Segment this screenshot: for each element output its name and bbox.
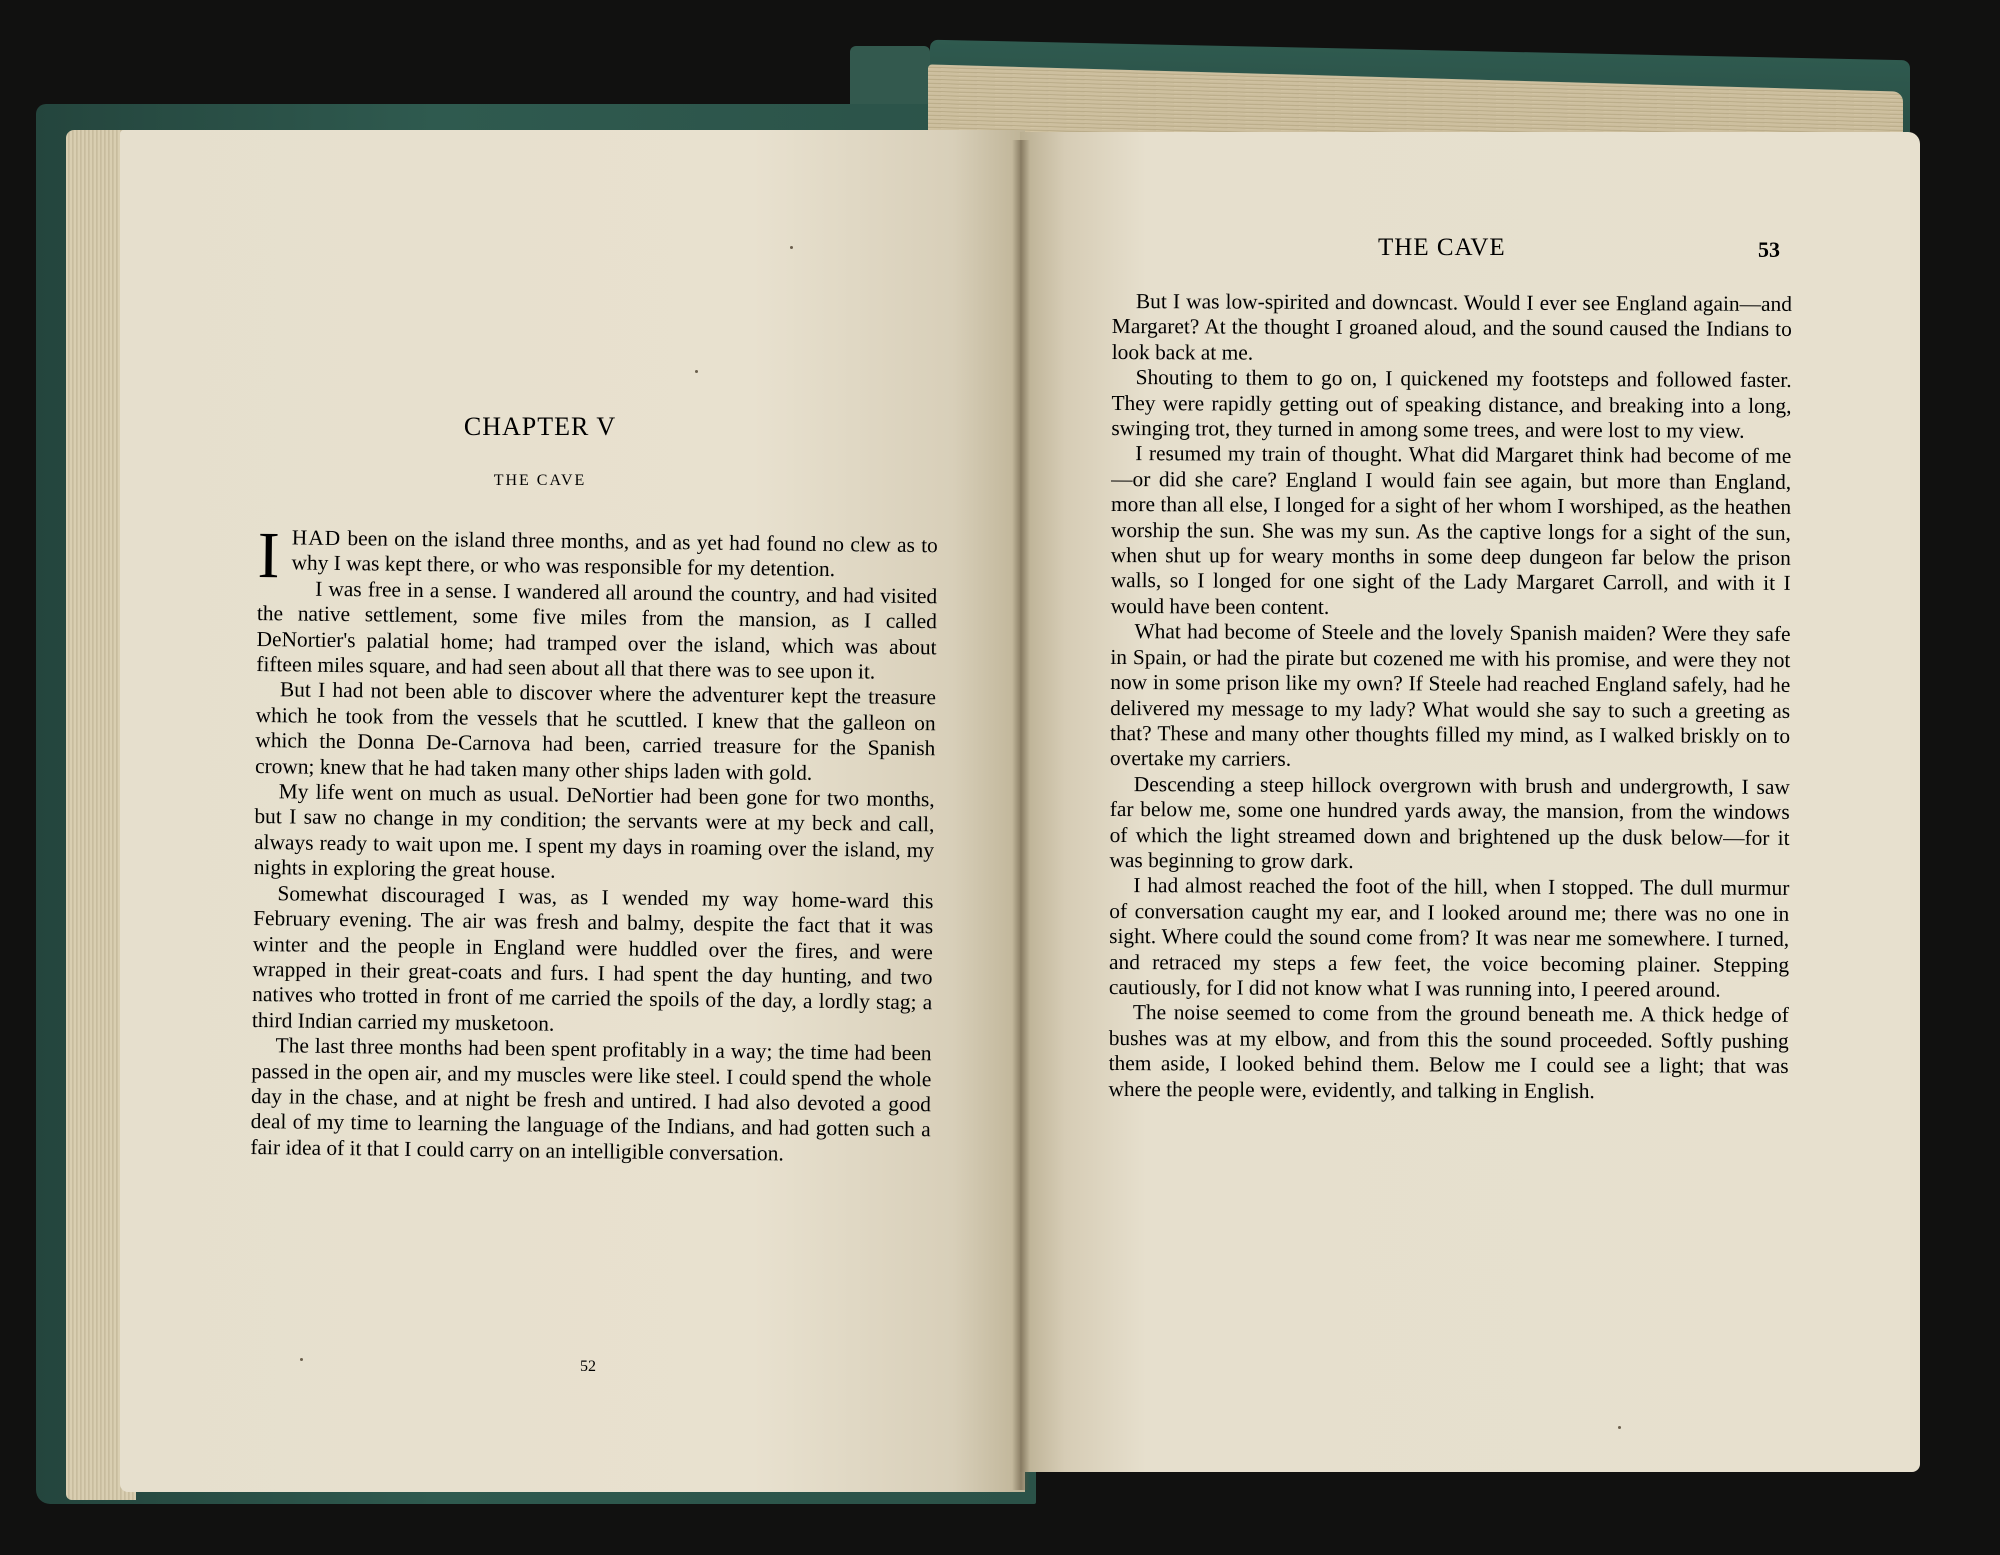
right-paragraph-6: I had almost reached the foot of the hill, when I stopped. The dull murmur of conversation caught my ear, and I looked around me; there was no one in sight. Where could the sound come from? It was near me somewhere. I turned, and retraced my steps a few feet, the voice becoming plainer. Stepping cautiously, for I did not know what I was running into, I peered around.	[1108, 873, 1790, 1002]
left-paragraph-1	[257, 519, 938, 593]
left-paragraph-4: My life went on much as usual. DeNortier had been gone for two months, but I saw no change in my condition; the servants were at my beck and call, always ready to wait upon me. I spent my days in roaming over the island, my nights in exploring the great house.	[253, 779, 935, 883]
left-paragraph-2: I was free in a sense. I wandered all around the country, and had visited the native settlement, some five miles from the mansion, as I called DeNortier's palatial home; had tramped over the island, which was about fifteen miles square, and had seen about all that there was to see upon it.	[256, 576, 938, 684]
right-page-body	[1108, 289, 1792, 1105]
left-paragraph-5: Somewhat discouraged I was, as I wended my way home-ward this February evening. The air was fresh and balmy, despite the fact that it was winter and the people in England were huddled over the fires, and were wrapped in their great-coats and furs. I had spent the day hunting, and two natives who trotted in front of me carried the spoils of the day, a lordly stag; a third Indian carried my musketoon.	[251, 880, 934, 1036]
right-paragraph-7: The noise seemed to come from the ground beneath me. A thick hedge of bushes was at my elbow, and from this the sound proceeded. Softly pushing them aside, I looked behind them. Below me I could see a light; that was where the people were, evidently, and talking in English.	[1108, 1000, 1789, 1103]
right-paragraph-1: But I was low-spirited and downcast. Would I ever see England again—and Margaret? At the thought I groaned aloud, and the sound caused the Indians to look back at me.	[1111, 289, 1792, 365]
left-page-body	[250, 519, 938, 1168]
first-paragraph-text: been on the island three months, and as yet had found no clew as to why I was kept there, or who was responsible for my detention.	[291, 526, 938, 582]
right-paragraph-3: I resumed my train of thought. What did Margaret think had become of me—or did she care? England I would fain see again, but more than England, more than all else, I longed for a sight of her whom I worshiped, as the heathen worship the sun. She was my sun. As the captive longs for a sight of the sun, when shut up for weary months in some deep dungeon far below the prison walls, so I longed for one sight of the Lady Margaret Carroll, and with it I would have been content.	[1110, 441, 1792, 619]
right-paragraph-5: Descending a steep hillock overgrown with brush and undergrowth, I saw far below me, some one hundred yards away, the mansion, from the windows of which the light streamed down and brightened up the dusk below—for it was beginning to grow dark.	[1109, 771, 1790, 873]
running-head: THE CAVE	[1378, 234, 1506, 261]
left-paragraph-6: The last three months had been spent profitably in a way; the time had been passed in the open air, and my muscles were like steel. I could spend the whole day in the chase, and at night be fresh and untired. I had also devoted a good deal of my time to learning the language of the Indians, and had gotten such a fair idea of it that I could carry on an intelligible conversation.	[250, 1033, 932, 1166]
paper-speck	[300, 1358, 303, 1361]
right-paragraph-4: What had become of Steele and the lovely Spanish maiden? Were they safe in Spain, or had the pirate but cozened me with his promise, and were they not now in some prison like my own? If Steele had reached England safely, had he delivered my message to my lady? What would she say to such a greeting as that? These and many other thoughts filled my mind, as I walked briskly on to overtake my carriers.	[1109, 619, 1791, 772]
chapter-heading: CHAPTER V	[463, 412, 617, 441]
chapter-title: THE CAVE	[493, 472, 587, 489]
book-spine-tab	[850, 46, 930, 104]
left-page-number: 52	[580, 1358, 596, 1375]
book-gutter	[1012, 140, 1030, 1490]
paper-speck	[1618, 1426, 1621, 1429]
left-paragraph-3: But I had not been able to discover where the adventurer kept the treasure which he took from the vessels that he scuttled. I knew that the galleon on which the Donna De-Carnova had been, carried treasure for the Spanish crown; knew that he had taken many other ships laden with gold.	[254, 677, 937, 785]
first-word: HAD	[291, 525, 342, 551]
drop-cap: I	[257, 519, 281, 593]
paper-speck	[790, 246, 793, 249]
right-page-number: 53	[1758, 237, 1780, 262]
paper-speck	[695, 370, 698, 373]
right-paragraph-2: Shouting to them to go on, I quickened my footsteps and followed faster. They were rapidly getting out of speaking distance, and breaking into a long, swinging trot, they turned in among some trees, and were lost to my view.	[1111, 365, 1792, 443]
